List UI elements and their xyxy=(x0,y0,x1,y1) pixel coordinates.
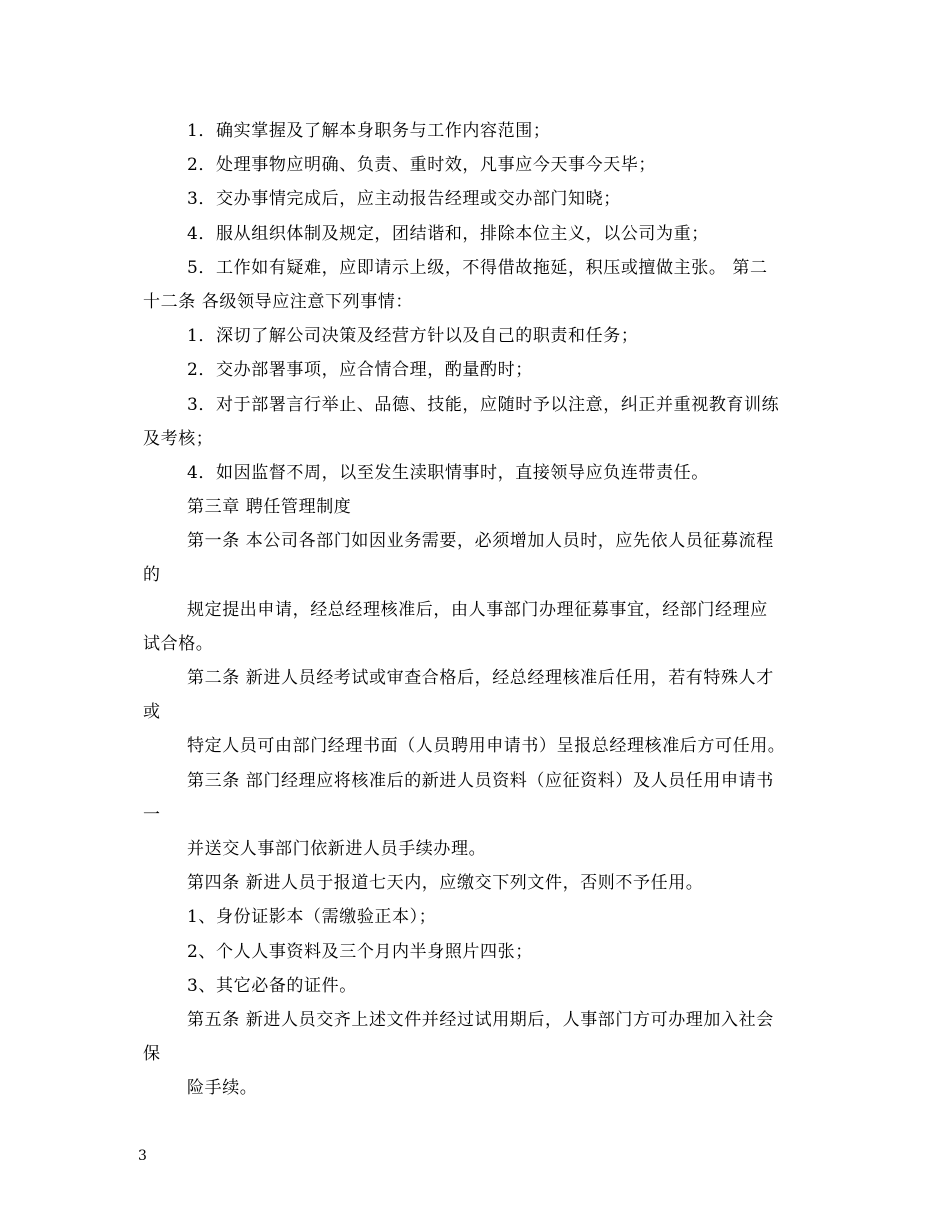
text-line: 3．交办事情完成后，应主动报告经理或交办部门知晓； xyxy=(187,189,621,210)
text-line: 或 xyxy=(143,702,161,723)
text-line: 2．处理事物应明确、负责、重时效，凡事应今天事今天毕； xyxy=(187,155,657,176)
text-line: 1．深切了解公司决策及经营方针以及自己的职责和任务； xyxy=(187,326,639,347)
document-body xyxy=(143,114,815,1105)
text-line: 规定提出申请，经总经理核准后，由人事部门办理征募事宜，经部门经理应 xyxy=(187,599,768,620)
text-line: 2、个人人事资料及三个月内半身照片四张； xyxy=(187,941,533,962)
text-line: 第三章 聘任管理制度 xyxy=(187,497,352,518)
text-line: 十二条 各级领导应注意下列事情： xyxy=(143,291,414,312)
text-line: 第三条 部门经理应将核准后的新进人员资料（应征资料）及人员任用申请书 xyxy=(187,770,774,791)
text-line: 2．交办部署事项，应合情合理，酌量酌时； xyxy=(187,360,533,381)
text-line: 5．工作如有疑难，应即请示上级，不得借故拖延，积压或擅做主张。 第二 xyxy=(187,257,768,278)
text-line: 1、身份证影本（需缴验正本）； xyxy=(187,907,437,928)
text-line: 1．确实掌握及了解本身职务与工作内容范围； xyxy=(187,121,551,141)
text-line: 3、其它必备的证件。 xyxy=(187,975,357,996)
text-line: 保 xyxy=(143,1044,161,1065)
text-line: 第二条 新进人员经考试或审查合格后，经总经理核准后任用，若有特殊人才 xyxy=(187,668,774,688)
text-line: 及考核； xyxy=(143,428,214,449)
text-line: 3．对于部署言行举止、品德、技能，应随时予以注意，纠正并重视教育训练 xyxy=(187,394,780,415)
text-line: 第四条 新进人员于报道七天内，应缴交下列文件，否则不予任用。 xyxy=(187,873,704,894)
text-line: 4．服从组织体制及规定，团结谐和，排除本位主义，以公司为重； xyxy=(187,223,709,244)
text-line: 一 xyxy=(143,804,161,825)
text-line: 险手续。 xyxy=(187,1078,258,1099)
text-line: 特定人员可由部门经理书面（人员聘用申请书）呈报总经理核准后方可任用。 xyxy=(187,736,786,757)
page-number: 3 xyxy=(138,1148,147,1164)
text-line: 的 xyxy=(143,565,161,586)
text-line: 并送交人事部门依新进人员手续办理。 xyxy=(187,838,487,859)
text-line: 试合格。 xyxy=(143,633,214,654)
text-line: 4．如因监督不周，以至发生渎职情事时，直接领导应负连带责任。 xyxy=(187,462,709,483)
text-line: 第五条 新进人员交齐上述文件并经过试用期后，人事部门方可办理加入社会 xyxy=(187,1009,774,1030)
text-line: 第一条 本公司各部门如因业务需要，必须增加人员时，应先依人员征募流程 xyxy=(187,531,774,552)
